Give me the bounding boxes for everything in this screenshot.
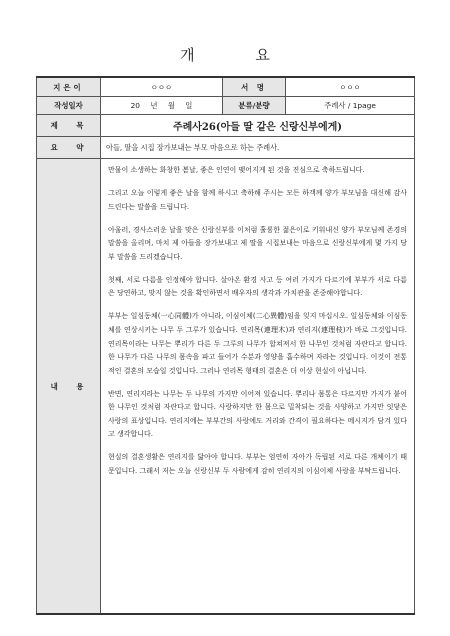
summary-label: 요 약 (37, 137, 101, 159)
date-row (37, 97, 415, 115)
category-label: 분류/분량 (223, 97, 286, 115)
summary-row (37, 137, 415, 159)
content-paragraph: 첫째, 서로 다름을 인정해야 합니다. 살아온 환경 사고 등 여러 가지가 다르기에 부부가 서로 다름은 당연하고, 맞지 않는 것을 확인하면서 배우자의 생각과 가치관을 존중해야합니다. (108, 275, 407, 298)
page-title: 개 요 (180, 46, 298, 64)
subject-label: 제 목 (37, 115, 101, 137)
content-paragraph: 부부는 일심동체(一心同體)가 아니라, 이심이체(二心異體)임을 잊지 마십시오. 일심동체와 이심동체를 연상시키는 나무 두 그루가 있습니다. 연리목(連理木)과 연리지(連理枝)가 바로 그것입니다. 연리목이라는 나무는 뿌리가 다른 두 그루의 나무가 합쳐져서 한 나무인 것처럼 자란다고 합니다. 한 나무가 다른 나무의 몸속을 파고 들어가 수분과 영양을 흡수하며 자라는 것입니다. 이것이 전통적인 결혼의 모습일 것입니다. 그러나 연리목 형태의 결혼은 더 이상 현실이 아닙니다. (108, 312, 407, 375)
content-paragraph: 현실의 결혼생활은 연리지를 닮아야 합니다. 부부는 엄연히 자아가 독립된 서로 다른 개체이기 때문입니다. 그래서 저는 오늘 신랑신부 두 사람에게 감히 연리지의 이심이체 사랑을 부탁드립니다. (108, 453, 407, 476)
content-paragraph: 만물이 소생하는 화창한 봄날, 좋은 인연이 맺어지게 된 것을 진심으로 축하드립니다. (108, 166, 365, 174)
overview-form (36, 76, 415, 615)
content-paragraph: 그리고 오늘 이렇게 좋은 날을 함께 하시고 축하해 주시는 모든 하객께 양가 부모님을 대신해 감사 드린다는 말씀을 드립니다. (108, 188, 407, 211)
content-body (101, 159, 415, 615)
content-row (37, 159, 415, 615)
date-value: 20 년 월 일 (101, 97, 223, 115)
author-row (37, 77, 415, 97)
content-paragraph: 아울러, 경사스러운 날을 맞은 신랑신부를 이처럼 훌륭한 젊은이로 키워내신 양가 부모님께 존경의 말씀을 올리며, 마치 제 아들을 장가보내고 제 딸을 시집보내는 마음으로 신랑신부에게 몇 가지 당부 말씀을 드리겠습니다. (108, 225, 407, 261)
signature-label: 서 명 (223, 77, 286, 97)
author-value: ㅇㅇㅇ (101, 77, 223, 97)
content-label: 내 용 (37, 159, 101, 615)
summary-value: 아들, 딸을 시집 장가보내는 부모 마음으로 하는 주례사. (101, 137, 415, 159)
content-paragraph: 반면, 연리지라는 나무는 두 나무의 가지만 이어져 있습니다. 뿌리나 몸통은 다르지만 가지가 붙어 한 나무인 것처럼 자란다고 합니다. 사랑하지만 한 몸으로 밀착되는 것을 사양하고 가지만 잇닿은 사랑의 표상입니다. 연리지에는 부부간의 사랑에도 거리와 간격이 필요하다는 메시지가 담겨 있다고 생각합니다. (108, 389, 407, 439)
category-value: 주례사 / 1page (286, 97, 415, 115)
signature-value: ㅇㅇㅇ (286, 77, 415, 97)
date-label: 작성일자 (37, 97, 101, 115)
subject-row (37, 115, 415, 137)
subject-value: 주례사26(아들 딸 같은 신랑신부에게) (101, 115, 415, 137)
author-label: 지은이 (37, 77, 101, 97)
